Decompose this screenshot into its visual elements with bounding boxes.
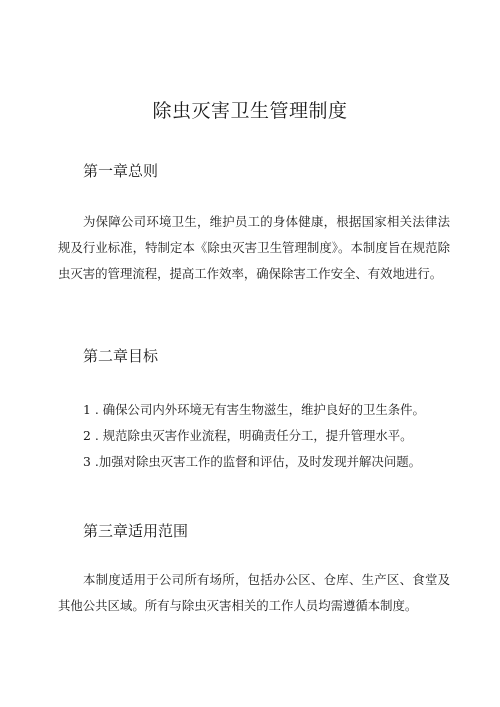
chapter-3-paragraph: 本制度适用于公司所有场所，包括办公区、仓库、生产区、食堂及其他公共区域。所有与除虫灭害相关的工作人员均需遵循本制度。 — [58, 572, 450, 613]
chapter-2-heading: 第二章目标 — [83, 347, 159, 365]
chapter-2-goal-list — [83, 397, 425, 475]
goal-item — [83, 449, 425, 475]
document-title: 除虫灭害卫生管理制度 — [152, 100, 348, 122]
chapter-1-heading: 第一章总则 — [83, 162, 159, 180]
goal-item — [83, 397, 425, 423]
goal-number: 2 — [83, 428, 91, 443]
goal-number: 3 — [83, 454, 91, 469]
goal-text: . 确保公司内外环境无有害生物滋生，维护良好的卫生条件。 — [94, 402, 425, 417]
chapter-3-heading: 第三章适用范围 — [83, 522, 189, 540]
goal-text: . 规范除虫灭害作业流程，明确责任分工，提升管理水平。 — [94, 428, 413, 443]
goal-number: 1 — [83, 402, 91, 417]
goal-item — [83, 423, 425, 449]
goal-text: .加强对除虫灭害工作的监督和评估，及时发现并解决问题。 — [94, 454, 421, 469]
chapter-1-paragraph: 为保障公司环境卫生，维护员工的身体健康，根据国家相关法律法规及行业标准，特制定本《除虫灭害卫生管理制度》。本制度旨在规范除虫灭害的管理流程，提高工作效率，确保除害工作安全、有效地进行。 — [58, 214, 450, 281]
